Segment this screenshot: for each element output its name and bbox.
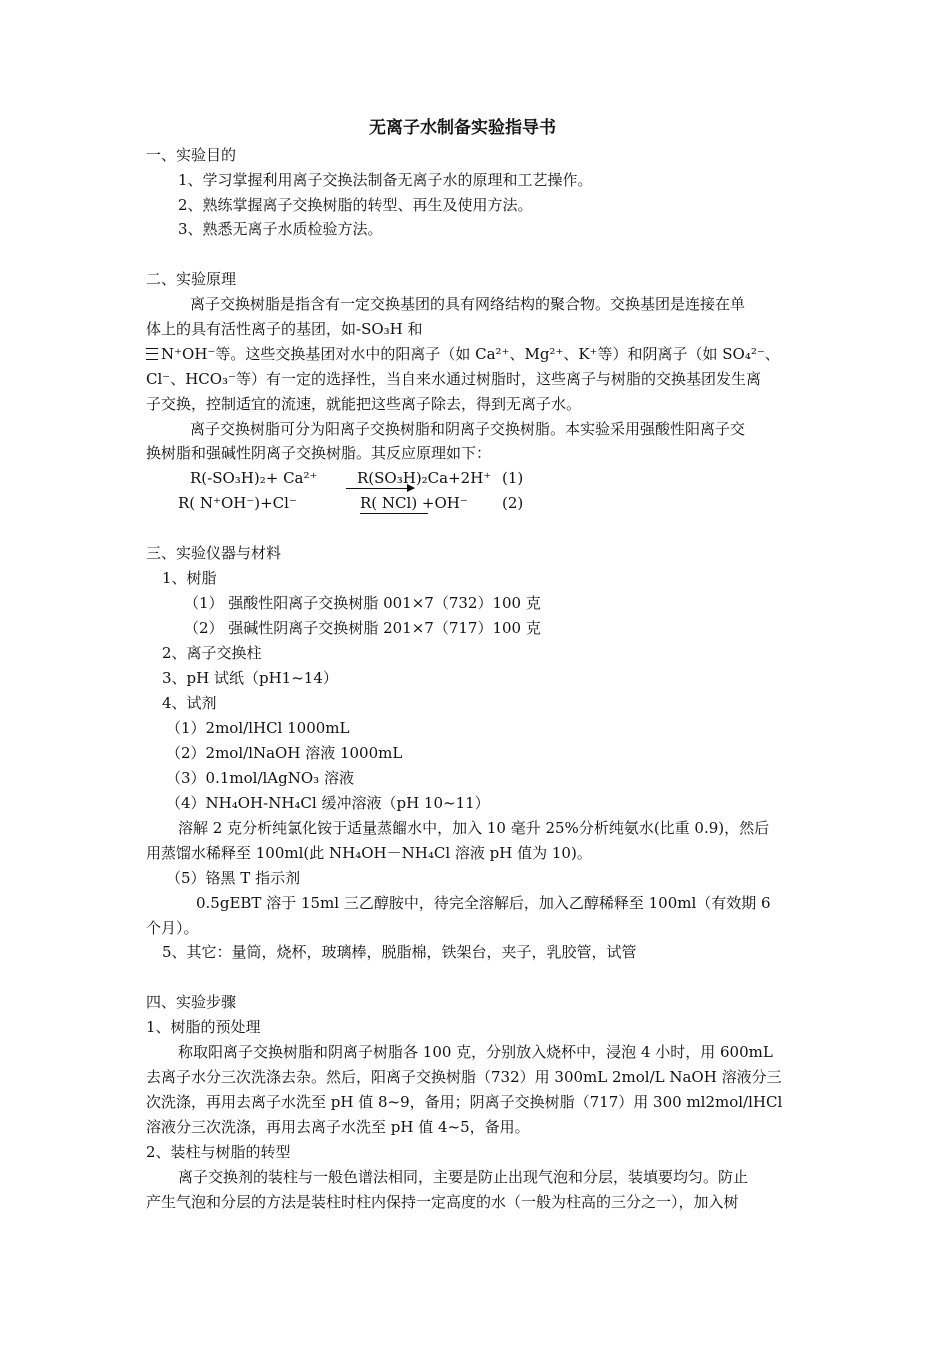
principle-line: 体上的具有活性离子的基团，如-SO₃H 和 [146, 320, 423, 338]
reagent-item: （3）0.1mol/lAgNO₃ 溶液 [166, 769, 354, 787]
equation-1-right: R(SO₃H)₂Ca+2H⁺ [357, 469, 492, 487]
equation-underline [360, 513, 428, 514]
materials-item: 3、pH 试纸（pH1~14） [162, 669, 338, 687]
reagent-item: （2）2mol/lNaOH 溶液 1000mL [166, 744, 403, 762]
equation-2-number: (2) [502, 494, 524, 512]
equation-2-right: R( NCl) +OH⁻ [360, 494, 468, 512]
buffer-description: 用蒸馏水稀释至 100ml(此 NH₄OH－NH₄Cl 溶液 pH 值为 10)。 [146, 844, 592, 862]
objective-item: 3、熟悉无离子水质检验方法。 [178, 220, 383, 238]
resin-item: （1） 强酸性阳离子交换树脂 001×7（732）100 克 [184, 594, 541, 612]
buffer-description: 溶解 2 克分析纯氯化铵于适量蒸餾水中，加入 10 毫升 25%分析纯氨水(比重 0.9)，然后 [178, 819, 770, 837]
ebt-description: 0.5gEBT 溶于 15ml 三乙醇胺中，待完全溶解后，加入乙醇稀释至 100ml（有效期 6 [196, 894, 771, 912]
ebt-description: 个月）。 [146, 919, 199, 937]
step-text: 去离子水分三次洗涤去杂。然后，阳离子交换树脂（732）用 300mL 2mol/L NaOH 溶液分三 [146, 1068, 782, 1086]
principle-line: Cl⁻、HCO₃⁻等）有一定的选择性，当自来水通过树脂时，这些离子与树脂的交换基团发生离 [146, 370, 761, 388]
section-1-heading: 一、实验目的 [146, 146, 237, 164]
resin-item: （2） 强碱性阴离子交换树脂 201×7（717）100 克 [184, 619, 541, 637]
equation-1-number: (1) [502, 469, 524, 487]
principle-line: 子交换，控制适宜的流速，就能把这些离子除去，得到无离子水。 [146, 395, 582, 413]
materials-item: 1、树脂 [162, 569, 217, 587]
reagent-item: （5）铬黑 T 指示剂 [166, 869, 301, 887]
triple-bond-icon [146, 348, 158, 360]
equation-1-left: R(-SO₃H)₂+ Ca²⁺ [190, 469, 318, 487]
step-text: 产生气泡和分层的方法是装柱时柱内保持一定高度的水（一般为柱高的三分之一），加入树 [146, 1193, 739, 1211]
step-heading: 1、树脂的预处理 [146, 1018, 261, 1036]
step-text: 溶液分三次洗涤，再用去离子水洗至 pH 值 4~5，备用。 [146, 1118, 530, 1136]
document-title: 无离子水制备实验指导书 [369, 118, 556, 138]
objective-item: 1、学习掌握利用离子交换法制备无离子水的原理和工艺操作。 [178, 171, 593, 189]
principle-line: N⁺OH⁻等。这些交换基团对水中的阳离子（如 Ca²⁺、Mg²⁺、K⁺等）和阴离子（如 SO₄²⁻、 [161, 345, 780, 363]
materials-item: 5、其它：量筒，烧杯，玻璃棒，脱脂棉，铁架台，夹子，乳胶管，试管 [162, 943, 637, 961]
materials-item: 2、离子交换柱 [162, 644, 262, 662]
step-text: 次洗涤，再用去离子水洗至 pH 值 8~9，备用；阴离子交换树脂（717）用 300 ml2mol/lHCl [146, 1093, 783, 1111]
section-2-heading: 二、实验原理 [146, 270, 237, 288]
reagent-item: （4）NH₄OH-NH₄Cl 缓冲溶液（pH 10~11） [166, 794, 490, 812]
equation-2-left: R( N⁺OH⁻)+Cl⁻ [178, 494, 297, 512]
materials-item: 4、试剂 [162, 694, 217, 712]
objective-item: 2、熟练掌握离子交换树脂的转型、再生及使用方法。 [178, 196, 533, 214]
section-3-heading: 三、实验仪器与材料 [146, 544, 282, 562]
reaction-arrow-icon [346, 488, 414, 489]
step-heading: 2、装柱与树脂的转型 [146, 1143, 291, 1161]
section-4-heading: 四、实验步骤 [146, 993, 237, 1011]
step-text: 称取阳离子交换树脂和阴离子树脂各 100 克，分别放入烧杯中，浸泡 4 小时，用 600mL [178, 1043, 773, 1061]
principle-line: 离子交换树脂是指含有一定交换基团的具有网络结构的聚合物。交换基团是连接在单 [190, 295, 746, 313]
principle-line: 离子交换树脂可分为阳离子交换树脂和阴离子交换树脂。本实验采用强酸性阳离子交 [190, 420, 746, 438]
principle-line: 换树脂和强碱性阴离子交换树脂。其反应原理如下： [146, 444, 492, 462]
step-text: 离子交换剂的装柱与一般色谱法相同，主要是防止出现气泡和分层，装填要均匀。防止 [178, 1168, 749, 1186]
reagent-item: （1）2mol/lHCl 1000mL [166, 719, 350, 737]
